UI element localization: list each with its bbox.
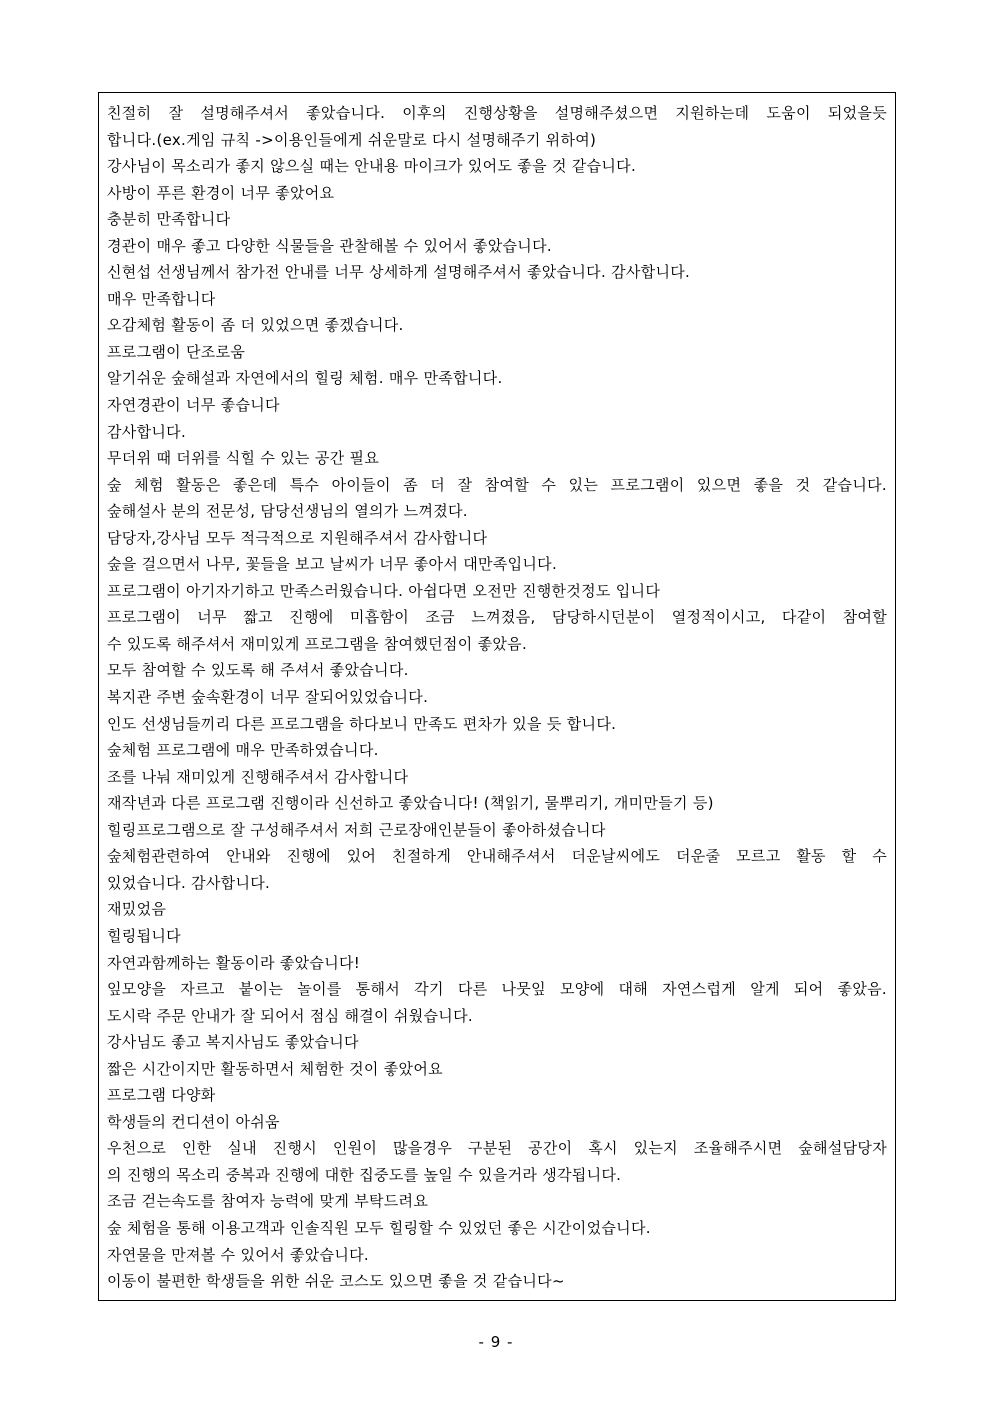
feedback-line: 신현섭 선생님께서 참가전 안내를 너무 상세하게 설명해주셔서 좋았습니다. 감사합니다. [107, 263, 691, 282]
feedback-line: 잎모양을 자르고 붙이는 놀이를 통해서 각기 다른 나뭇잎 모양에 대해 자연스럽게 알게 되어 좋았음. [107, 980, 887, 999]
feedback-list [107, 100, 887, 1295]
feedback-line: 합니다.(ex.게임 규칙 ->이용인들에게 쉬운말로 다시 설명해주기 위하여) [107, 130, 597, 149]
feedback-line: 숲체험관련하여 안내와 진행에 있어 친절하게 안내해주셔서 더운날씨에도 더운줄 모르고 활동 할 수 [107, 847, 887, 866]
feedback-line: 친절히 잘 설명해주셔서 좋았습니다. 이후의 진행상황을 설명해주셨으면 지원하는데 도움이 되었을듯 [107, 104, 887, 122]
feedback-line: 자연과함께하는 활동이라 좋았습니다! [107, 953, 361, 972]
feedback-line: 자연물을 만져볼 수 있어서 좋았습니다. [107, 1245, 369, 1264]
feedback-line: 숲 체험 활동은 좋은데 특수 아이들이 좀 더 잘 참여할 수 있는 프로그램이 있으면 좋을 것 같습니다. [107, 475, 887, 494]
feedback-line: 사방이 푸른 환경이 너무 좋았어요 [107, 183, 335, 202]
feedback-line: 매우 만족합니다 [107, 289, 216, 308]
feedback-line: 숲체험 프로그램에 매우 만족하였습니다. [107, 741, 379, 760]
feedback-line: 숲해설사 분의 전문성, 담당선생님의 열의가 느껴졌다. [107, 502, 468, 521]
feedback-line: 재밌었음 [107, 900, 167, 919]
feedback-line: 프로그램 다양화 [107, 1086, 216, 1105]
feedback-line: 짧은 시간이지만 활동하면서 체험한 것이 좋았어요 [107, 1059, 443, 1078]
feedback-line: 우천으로 인한 실내 진행시 인원이 많을경우 구분된 공간이 혹시 있는지 조율해주시면 숲해설담당자 [107, 1139, 887, 1158]
feedback-line: 의 진행의 목소리 중복과 진행에 대한 집중도를 높일 수 있을거라 생각됩니다. [107, 1165, 622, 1184]
feedback-line: 강사님이 목소리가 좋지 않으실 때는 안내용 마이크가 있어도 좋을 것 같습니다. [107, 157, 637, 176]
feedback-table [98, 92, 896, 1301]
feedback-line: 이동이 불편한 학생들을 위한 쉬운 코스도 있으면 좋을 것 같습니다~ [107, 1272, 565, 1291]
feedback-line: 모두 참여할 수 있도록 해 주셔서 좋았습니다. [107, 661, 409, 680]
feedback-line: 힐링됩니다 [107, 926, 181, 945]
feedback-line: 프로그램이 아기자기하고 만족스러웠습니다. 아쉽다면 오전만 진행한것정도 입니다 [107, 581, 661, 600]
page-number: - 9 - [478, 1333, 514, 1351]
feedback-line: 숲 체험을 통해 이용고객과 인솔직원 모두 힐링할 수 있었던 좋은 시간이었습니다. [107, 1218, 651, 1237]
feedback-line: 프로그램이 너무 짧고 진행에 미흡함이 조금 느껴졌음, 담당하시던분이 열정적이시고, 다같이 참여할 [107, 608, 887, 627]
feedback-line: 오감체험 활동이 좀 더 있었으면 좋겠습니다. [107, 316, 404, 335]
feedback-line: 인도 선생님들끼리 다른 프로그램을 하다보니 만족도 편차가 있을 듯 합니다. [107, 714, 617, 733]
feedback-line: 조를 나눠 재미있게 진행해주셔서 감사합니다 [107, 767, 409, 786]
feedback-line: 재작년과 다른 프로그램 진행이라 신선하고 좋았습니다! (책읽기, 물뿌리기, 개미만들기 등) [107, 794, 714, 813]
feedback-line: 숲을 걸으면서 나무, 꽃들을 보고 날씨가 너무 좋아서 대만족입니다. [107, 555, 558, 574]
feedback-line: 힐링프로그램으로 잘 구성해주셔서 저희 근로장애인분들이 좋아하셨습니다 [107, 820, 606, 839]
feedback-line: 알기쉬운 숲해설과 자연에서의 힐링 체험. 매우 만족합니다. [107, 369, 503, 388]
feedback-line: 경관이 매우 좋고 다양한 식물들을 관찰해볼 수 있어서 좋았습니다. [107, 236, 552, 255]
feedback-line: 담당자,강사님 모두 적극적으로 지원해주셔서 감사합니다 [107, 528, 488, 547]
feedback-line: 학생들의 컨디션이 아쉬움 [107, 1112, 280, 1131]
feedback-line: 조금 걷는속도를 참여자 능력에 맞게 부탁드려요 [107, 1192, 429, 1211]
feedback-line: 무더위 때 더위를 식힐 수 있는 공간 필요 [107, 449, 380, 468]
feedback-line: 감사합니다. [107, 422, 187, 441]
feedback-line: 프로그램이 단조로움 [107, 342, 246, 361]
feedback-line: 복지관 주변 숲속환경이 너무 잘되어있었습니다. [107, 688, 429, 707]
feedback-line: 자연경관이 너무 좋습니다 [107, 396, 280, 415]
feedback-line: 수 있도록 해주셔서 재미있게 프로그램을 참여했던점이 좋았음. [107, 634, 528, 653]
feedback-line: 도시락 주문 안내가 잘 되어서 점심 해결이 쉬웠습니다. [107, 1006, 473, 1025]
feedback-line: 충분히 만족합니다 [107, 210, 231, 229]
feedback-line: 강사님도 좋고 복지사님도 좋았습니다 [107, 1033, 359, 1052]
feedback-line: 있었습니다. 감사합니다. [107, 873, 271, 892]
